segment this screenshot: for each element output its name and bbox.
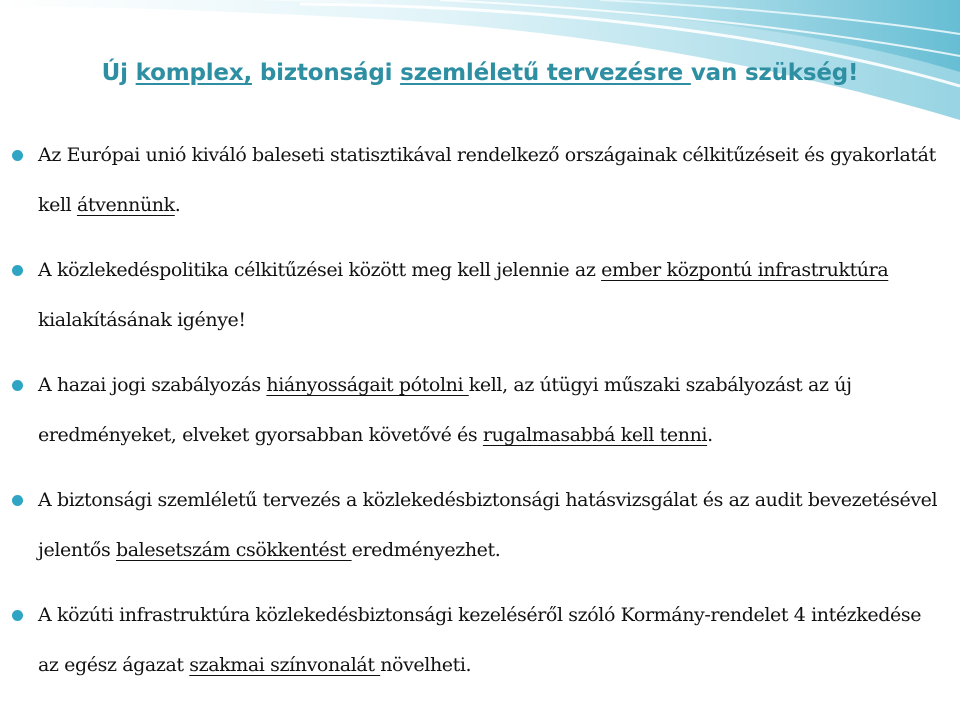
bullet-dot-icon <box>12 610 23 621</box>
bullet-text: kialakításának igénye! <box>38 309 246 331</box>
title-underlined-1: komplex, <box>135 60 253 86</box>
bullet-text: . <box>174 194 181 216</box>
title-text-1: Új <box>101 60 136 86</box>
bullet-underlined-text: szakmai színvonalát <box>189 654 381 676</box>
bullet-underlined-text: balesetszám csökkentést <box>115 539 352 561</box>
bullet-dot-icon <box>12 495 23 506</box>
bullet-text: Az Európai unió kiváló baleseti statisztikával rendelkező országainak célkitűzéseit és gyakorlatát kell <box>38 144 936 216</box>
bullet-item <box>0 360 960 460</box>
slide-title <box>0 60 960 86</box>
bullet-item <box>0 130 960 230</box>
bullet-item <box>0 245 960 345</box>
bullet-dot-icon <box>12 150 23 161</box>
bullet-text: A közlekedéspolitika célkitűzései között meg kell jelennie az <box>38 259 602 281</box>
bullet-text: . <box>707 424 713 446</box>
bullet-text: A közúti infrastruktúra közlekedésbiztonsági kezeléséről szóló Kormány-rendelet 4 intézkedése az egész ágazat <box>38 604 922 676</box>
bullet-underlined-text: ember központú infrastruktúra <box>601 259 889 281</box>
bullet-text: eredményezhet. <box>351 539 501 561</box>
bullet-text: növelheti. <box>380 654 472 676</box>
bullet-dot-icon <box>12 265 23 276</box>
bullet-item <box>0 475 960 575</box>
title-text-2: biztonsági <box>252 60 401 86</box>
title-underlined-2: szemléletű tervezésre <box>400 60 691 86</box>
bullet-dot-icon <box>12 380 23 391</box>
bullet-item <box>0 590 960 690</box>
bullet-underlined-text: rugalmasabbá kell tenni <box>482 424 708 446</box>
title-text-3: van szükség! <box>690 60 859 86</box>
bullet-text: A biztonsági szemléletű tervezés a közlekedésbiztonsági hatásvizsgálat és az audit bevezetésével jelentős <box>38 489 938 561</box>
bullet-underlined-text: hiányosságait pótolni <box>266 374 469 396</box>
bullet-text: kell, az útügyi műszaki szabályozást az új eredményeket, elveket gyorsabban követővé és <box>38 374 852 446</box>
bullet-text: A hazai jogi szabályozás <box>38 374 267 396</box>
bullet-list <box>0 130 960 705</box>
bullet-underlined-text: átvennünk <box>76 194 175 216</box>
